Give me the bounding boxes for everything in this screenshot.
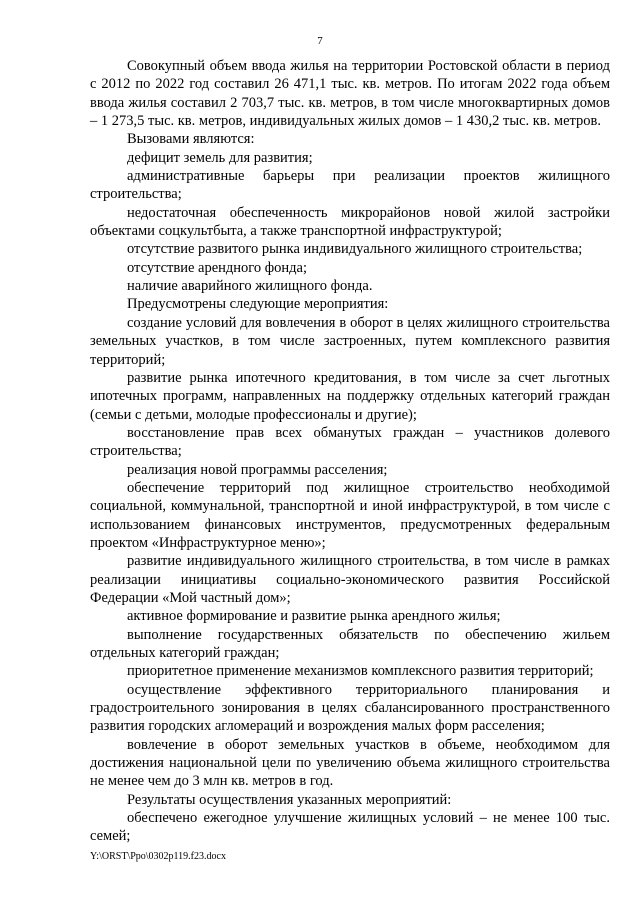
paragraph-measure-territory-infrastructure: обеспечение территорий под жилищное строительство необходимой социальной, коммунальной, транспортной и иной инфраструктурой, в том числе с использованием финансовых инструментов, предусмотренных федеральным проектом «Инфраструктурное меню»; [90,479,610,551]
paragraph-challenge-land-deficit: дефицит земель для развития; [127,149,313,166]
paragraph-housing-volume: Совокупный объем ввода жилья на территории Ростовской области в период с 2012 по 2022 год составил 26 471,1 тыс. кв. метров. По итогам 2022 года объем ввода жилья составил 2 703,7 тыс. кв. метров, в том числе многоквартирных домов – 1 273,5 тыс. кв. метров, индивидуальных жилых домов – 1 430,2 тыс. кв. метров. [90,58,610,130]
page-number: 7 [317,35,323,47]
paragraph-challenge-private-housing: отсутствие развитого рынка индивидуального жилищного строительства; [127,241,583,258]
paragraph-result-families: обеспечено ежегодное улучшение жилищных условий – не менее 100 тыс. семей; [90,810,610,845]
paragraph-challenge-rental-fund: отсутствие арендного фонда; [127,259,307,276]
paragraph-challenges-heading: Вызовами являются: [127,131,255,148]
paragraph-challenge-infrastructure: недостаточная обеспеченность микрорайонов новой жилой застройки объектами соцкультбыта, а также транспортной инфраструктурой; [90,204,610,240]
footer-file-path: Y:\ORST\Ppo\0302p119.f23.docx [90,851,226,862]
paragraph-measure-private-housing: развитие индивидуального жилищного строительства, в том числе в рамках реализации инициативы социально-экономического развития Российской Федерации «Мой частный дом»; [90,553,610,606]
paragraph-challenge-admin-barriers: административные барьеры при реализации проектов жилищного строительства; [90,168,610,203]
paragraph-measure-state-obligations: выполнение государственных обязательств по обеспечению жильем отдельных категорий граждан; [90,626,610,661]
paragraph-measure-deceived-citizens: восстановление прав всех обманутых граждан – участников долевого строительства; [90,424,610,460]
paragraph-measure-complex-development: приоритетное применение механизмов комплексного развития территорий; [127,663,594,680]
document-body [90,57,610,846]
paragraph-measure-land-involvement: создание условий для вовлечения в оборот в целях жилищного строительства земельных участков, в том числе застроенных, путем комплексного развития территорий; [90,314,610,368]
paragraph-measure-rental-market: активное формирование и развитие рынка арендного жилья; [127,608,501,625]
paragraph-measure-territorial-planning: осуществление эффективного территориального планирования и градостроительного зонирования в целях сбалансированного пространственного развития городских агломераций и возрождения малых форм расселения; [90,681,610,735]
paragraph-results-heading: Результаты осуществления указанных мероприятий: [127,791,452,808]
paragraph-measure-resettlement: реализация новой программы расселения; [127,461,388,478]
paragraph-measure-land-volume: вовлечение в оборот земельных участков в объеме, необходимом для достижения национальной цели по увеличению объема жилищного строительства не менее чем до 3 млн кв. метров в год. [90,736,610,790]
paragraph-measure-mortgage: развитие рынка ипотечного кредитования, в том числе за счет льготных ипотечных программ, направленных на поддержку отдельных категорий граждан (семьи с детьми, молодые профессионалы и другие); [90,369,610,423]
paragraph-challenge-emergency-housing: наличие аварийного жилищного фонда. [127,278,373,295]
paragraph-measures-heading: Предусмотрены следующие мероприятия: [127,296,389,313]
